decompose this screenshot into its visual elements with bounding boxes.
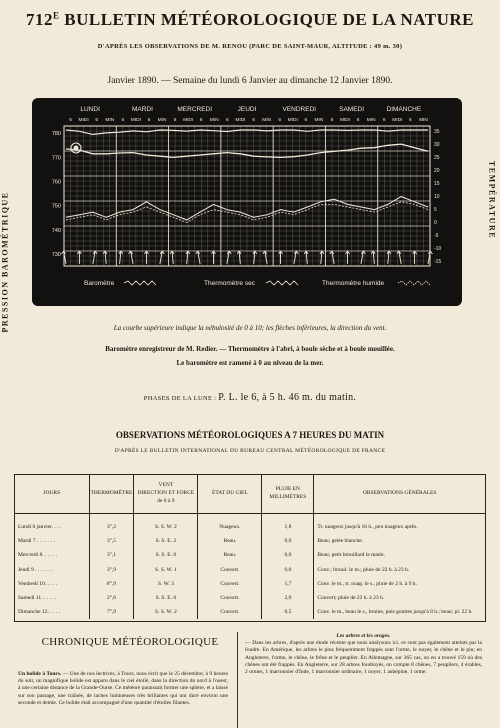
day-tick-label: 6 xyxy=(226,118,229,123)
day-tick-label: MIDI xyxy=(235,118,246,123)
cell-wind: S. S. E. 0 xyxy=(134,548,198,562)
cell-sky: Beau. xyxy=(198,534,262,548)
header-pluie-1: PLUIE EN xyxy=(275,486,301,493)
cell-sky: Beau. xyxy=(198,548,262,562)
moon-phases xyxy=(0,392,500,403)
cell-day: Dimanche 12. . . . . xyxy=(15,605,89,619)
temperature-tick-label: 30 xyxy=(434,142,440,149)
cell-rain: 0,0 xyxy=(262,548,314,562)
observations-subtitle: D'APRÈS LE BULLETIN INTERNATIONAL DU BUREAU CENTRAL MÉTÉOROLOGIQUE DE FRANCE xyxy=(114,448,386,454)
header-vent-1: VENT xyxy=(158,482,174,489)
table-row xyxy=(15,548,485,562)
legend-label: Thermomètre humide xyxy=(322,280,385,287)
cell-temp: 3°,5 xyxy=(89,534,134,548)
pressure-tick-label: 750 xyxy=(51,203,61,210)
cell-wind: S. S. W. 1 xyxy=(134,563,198,577)
day-tick-label: MIDI xyxy=(392,118,403,123)
header-vent-2: DIRECTION ET FORCE xyxy=(137,490,195,497)
day-label: DIMANCHE xyxy=(386,106,422,113)
cell-note: Couvert; pluie de 22 h. à 23 h. xyxy=(317,595,385,602)
day-tick-label: MIDI xyxy=(339,118,351,123)
temperature-tick-label: 25 xyxy=(434,155,440,162)
day-tick-label: MIN xyxy=(209,118,219,123)
moon-phase-marker-core xyxy=(74,146,79,151)
cell-wind: S. S. E. 2 xyxy=(134,534,198,548)
day-tick-label: 6 xyxy=(382,118,386,123)
day-tick-label: MIDI xyxy=(78,118,89,123)
day-tick-label: 6 xyxy=(95,118,99,123)
weather-chart-svg xyxy=(32,98,462,306)
bolide-text: — Une de nos lectrices, à Tours, nous écrit que le 25 décembre, à 9 heures du soir, un magnifique bolide est apparu dans le ciel étoilé, dans la direction du nord à l'ouest, à une certaine distance de la Grande-Ourse. Ce météore paraissait former une sphère, et a laissé sur son passage, une traînée, de taches lumineuses très brillantes qui ont duré environ une seconde et demie. Ce bolide était accompagné d'une quantité d'étoiles filantes. xyxy=(18,671,228,706)
column-rule xyxy=(237,632,238,728)
side-label-pression: PRESSION BAROMÉTRIQUE xyxy=(0,191,10,333)
temperature-tick-label: -15 xyxy=(434,258,442,265)
legend-label: Baromètre xyxy=(84,280,115,287)
header-vent-3: de 0 à 9 xyxy=(157,497,175,504)
cell-note: Couv. le m., beau le s., bruine, puis gouttes jusqu'à 8 h.; beau; pl. 22 h. xyxy=(317,609,473,616)
temperature-tick-label: -10 xyxy=(434,245,442,252)
cell-sky: Couvert. xyxy=(198,591,262,605)
chart-note-2: Baromètre enregistreur de M. Redier. — Thermomètre à l'abri, à boule sèche et à boule mouillée. xyxy=(105,345,395,353)
cell-temp: 3°,1 xyxy=(89,548,134,562)
table-row xyxy=(15,591,485,605)
chart-note-1-text: La courbe supérieure indique la nébulosité de 0 à 10; les flèches inférieures, la direction du vent. xyxy=(113,324,387,332)
observations-table xyxy=(14,474,486,622)
header-vent xyxy=(134,475,198,514)
table-row xyxy=(15,605,485,619)
day-label: MARDI xyxy=(131,106,153,113)
temperature-tick-label: 0 xyxy=(434,219,437,226)
day-tick-label: MIDI xyxy=(183,118,194,123)
legend-label: Thermomètre sec xyxy=(204,280,255,287)
chronique-left-column xyxy=(18,671,228,707)
temperature-tick-label: 20 xyxy=(434,168,440,175)
cell-rain: 0,5 xyxy=(262,605,314,619)
day-tick-label: 6 xyxy=(121,118,125,123)
observations-title: OBSERVATIONS MÉTÉOROLOGIQUES A 7 HEURES DU MATIN xyxy=(115,430,385,440)
legend-swatch xyxy=(398,281,430,285)
day-label: JEUDI xyxy=(237,106,257,113)
cell-temp: 2°,6 xyxy=(89,591,134,605)
cell-note: Beau; gelée blanche. xyxy=(317,538,364,545)
cell-sky: Couvert. xyxy=(198,577,262,591)
cell-wind: S. W. 3 xyxy=(134,577,198,591)
cell-note: Couv.; brouil. le m.; pluie de 22 h. à 23 h. xyxy=(317,566,410,573)
header-thermometre: THERMOMÈTRE xyxy=(89,475,134,514)
day-tick-label: MIDI xyxy=(130,118,141,123)
legend-swatch xyxy=(266,281,298,285)
bulletin-title-text: BULLETIN MÉTÉOROLOGIQUE DE LA NATURE xyxy=(64,10,474,29)
pressure-tick-label: 760 xyxy=(51,179,61,186)
day-tick-label: 6 xyxy=(69,118,72,123)
side-label-temperature: TEMPÉRATURE xyxy=(487,160,497,240)
cell-temp: 3°,2 xyxy=(89,514,134,535)
cell-day: Samedi 11. . . . . . xyxy=(15,591,89,605)
chart-note-3: Le baromètre est ramené à 0 au niveau de la mer. xyxy=(176,359,324,367)
cell-note: Tr. nuageux jusqu'à 16 h., peu nuageux après. xyxy=(317,524,418,531)
day-tick-label: 6 xyxy=(330,118,334,123)
day-label: MERCREDI xyxy=(177,106,213,113)
arbres-heading: Les arbres et les orages. xyxy=(336,633,391,639)
header-jours: JOURS xyxy=(15,475,89,514)
cell-sky: Nuageux. xyxy=(198,514,262,535)
cell-wind: S. S. W. 2 xyxy=(134,605,198,619)
cell-day: Lundi 6 janvier. . . . xyxy=(15,514,89,535)
weather-chart xyxy=(32,98,462,306)
table-row xyxy=(15,563,485,577)
moon-phases-value: P. L. le 6, à 5 h. 46 m. du matin. xyxy=(218,392,357,403)
day-label: VENDREDI xyxy=(282,106,317,113)
temperature-tick-label: 15 xyxy=(434,181,440,188)
header-pluie xyxy=(262,475,314,514)
pressure-tick-label: 740 xyxy=(51,227,61,234)
cell-rain: 1,8 xyxy=(262,514,314,535)
day-tick-label: MIN xyxy=(419,118,428,123)
day-tick-label: 6 xyxy=(304,118,308,123)
bulletin-subtitle: D'APRÈS LES OBSERVATIONS DE M. RENOU (PARC DE SAINT-MAUR, ALTITUDE : 49 m. 30) xyxy=(97,43,403,50)
bulletin-number: 712 xyxy=(26,10,53,29)
pressure-tick-label: 770 xyxy=(51,155,61,162)
day-tick-label: 6 xyxy=(147,118,151,123)
day-tick-label: 6 xyxy=(278,118,282,123)
observations-body xyxy=(15,514,485,620)
header-pluie-2: MILLIMÈTRES xyxy=(269,494,307,500)
cell-day: Jeudi 9 . . . . . . . xyxy=(15,563,89,577)
table-row xyxy=(15,514,485,535)
temperature-tick-label: 35 xyxy=(434,129,440,136)
cell-sky: Couvert. xyxy=(198,563,262,577)
day-tick-label: 6 xyxy=(173,118,177,123)
header-observations: OBSERVATIONS GÉNÉRALES xyxy=(314,475,485,514)
cell-note: Couv. le m., tr. nuag. le s., pluie de 2 h. à 9 h. xyxy=(317,580,417,587)
cell-temp: 3°,9 xyxy=(89,563,134,577)
day-label: LUNDI xyxy=(80,106,100,113)
cell-sky: Couvert. xyxy=(198,605,262,619)
cell-rain: 0,0 xyxy=(262,534,314,548)
day-tick-label: MIN xyxy=(366,118,376,123)
cell-day: Mercredi 8. . . . . . xyxy=(15,548,89,562)
bulletin-number-sup: E xyxy=(53,10,60,21)
cell-rain: 0,0 xyxy=(262,563,314,577)
day-tick-label: MIN xyxy=(262,118,272,123)
arbres-text: — Dans les arbres, d'après une étude récente que nous analysons ici, ce sont pas également atteints par la foudre. En Amérique, les arbres le plus fréquemment frappés sont l'orme, le noyer, le chêne et le pin; en Angleterre, l'orme, le chêne, le frêne et le peuplier. En Allemagne, sur 365 cas, on en a trouvé 159 où des chênes ont été frappés. En Angleterre, sur 28 arbres foudroyés, on compte 8 chênes, 7 peupliers, 4 érables, 2 ormes, 1 marronnier d'Inde, 1 marronnier ordinaire, 1 noyer, 1 aubépine, 1 orme. xyxy=(245,640,482,676)
cell-wind: S. S. W. 2 xyxy=(134,514,198,535)
pressure-tick-label: 780 xyxy=(51,131,61,138)
day-tick-label: 6 xyxy=(409,118,412,123)
legend-swatch xyxy=(124,281,156,285)
pressure-tick-label: 730 xyxy=(51,251,61,258)
header-ciel: ÉTAT DU CIEL xyxy=(198,475,262,514)
temperature-tick-label: 10 xyxy=(434,194,440,200)
cell-rain: 2,9 xyxy=(262,591,314,605)
cell-temp: 7°,9 xyxy=(89,605,134,619)
chronique-right-column xyxy=(245,633,482,676)
day-tick-label: MIN xyxy=(314,118,324,123)
cell-temp: 8°,9 xyxy=(89,577,134,591)
chart-note-1 xyxy=(0,324,500,332)
moon-phases-label: PHASES DE LA LUNE : xyxy=(143,395,217,402)
week-line: Janvier 1890. — Semaine du lundi 6 Janvier au dimanche 12 Janvier 1890. xyxy=(107,76,393,86)
cell-wind: S. S. E. 0 xyxy=(134,591,198,605)
day-tick-label: MIN xyxy=(157,118,167,123)
temperature-tick-label: -5 xyxy=(434,232,439,239)
day-label: SAMEDI xyxy=(339,106,365,113)
day-tick-label: 6 xyxy=(252,118,255,123)
cell-day: Vendredi 10. . . . . xyxy=(15,577,89,591)
day-tick-label: MIDI xyxy=(287,118,298,123)
bolide-heading: Un bolide à Tours. xyxy=(18,671,62,677)
temperature-tick-label: 5 xyxy=(434,206,437,213)
bulletin-title xyxy=(0,10,500,30)
cell-rain: 1,7 xyxy=(262,577,314,591)
table-row xyxy=(15,534,485,548)
table-row xyxy=(15,577,485,591)
cell-day: Mardi 7 . . . . . . . xyxy=(15,534,89,548)
day-tick-label: MIN xyxy=(105,118,115,123)
chronique-title: CHRONIQUE MÉTÉOROLOGIQUE xyxy=(41,636,219,648)
day-tick-label: 6 xyxy=(356,118,360,123)
day-tick-label: 6 xyxy=(199,118,203,123)
cell-note: Beau; petit brouillard le matin. xyxy=(317,552,386,559)
